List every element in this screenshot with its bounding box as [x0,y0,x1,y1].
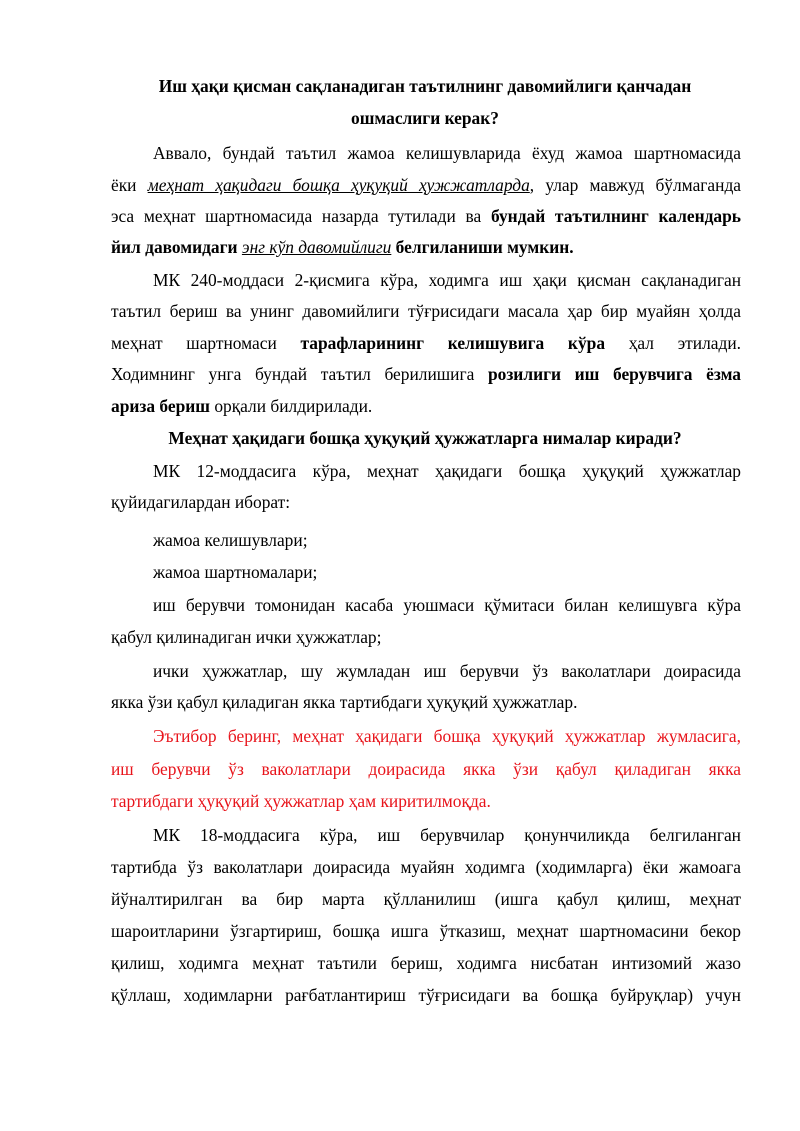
bold-text: ариза бериш [111,396,210,416]
text: эса меҳнат шартномасида назарда тутилади ва [111,206,491,226]
note-line-1: Эътибор беринг, меҳнат ҳақидаги бошқа ҳуқуқий ҳужжатлар жумласига, [153,726,741,746]
text: ёки [111,175,148,195]
bold-text: розилиги иш берувчига ёзма [487,364,741,384]
bold-text: тарафларининг келишувига кўра [300,333,606,353]
note-line-2: иш берувчи ўз ваколатлари доирасида якка ўзи қабул қиладиган якка [111,759,741,779]
paragraph-4-line-6: қўллаш, ходимларни рағбатлантириш тўғрисидаги ва бошқа буйруқлар) учун [111,985,741,1005]
text: меҳнат шартномаси [111,333,301,353]
paragraph-2-line-4 [111,364,741,385]
paragraph-2-line-1: МК 240-моддаси 2-қисмига кўра, ходимга иш ҳақи қисман сақланадиган [153,270,741,290]
paragraph-4-line-5: қилиш, ходимга меҳнат таътили бериш, ходимга нисбатан интизомий жазо [111,953,741,973]
list-item: жамоа келишувлари; [153,530,308,550]
paragraph-4-line-4: шароитларини ўзгартириш, бошқа ишга ўтказиш, меҳнат шартномасини бекор [111,921,741,941]
paragraph-2-line-5 [111,396,741,417]
heading-1-line-2: ошмаслиги керак? [351,108,499,128]
text: , улар мавжуд бўлмаганда [529,175,742,195]
bold-text: йил давомидаги [111,237,242,257]
text: орқали билдирилади. [209,396,373,416]
max-duration-link[interactable]: энг кўп давомийлиги [241,237,392,257]
paragraph-2-line-2: таътил бериш ва унинг давомийлиги тўғрисидаги масала ҳар бир муайян ҳолда [111,301,741,321]
paragraph-4-line-3: йўналтирилган ва бир марта қўлланилиш (ишга қабул қилиш, меҳнат [111,889,741,909]
paragraph-3-line-1: МК 12-моддасига кўра, меҳнат ҳақидаги бошқа ҳуқуқий ҳужжатлар [153,461,741,481]
list-item: ички ҳужжатлар, шу жумладан иш берувчи ўз ваколатлари доирасида [153,661,741,681]
note-line-3: тартибдаги ҳуқуқий ҳужжатлар ҳам киритилмоқда. [111,791,491,811]
bold-text: белгиланиши мумкин. [391,237,574,257]
paragraph-1-line-1: Аввало, бундай таътил жамоа келишувларида ёхуд жамоа шартномасида [153,143,741,163]
text: Ходимнинг унга бундай таътил берилишига [111,364,488,384]
bold-text: бундай таътилнинг календарь [490,206,741,226]
paragraph-1-line-3 [111,206,741,227]
law-documents-link[interactable]: меҳнат ҳақидаги бошқа ҳуқуқий ҳужжатларда [147,175,530,195]
section-heading-1 [110,70,740,134]
paragraph-1-line-4 [111,237,741,258]
text: ҳал этилади. [628,333,741,353]
list-item-continuation: якка ўзи қабул қиладиган якка тартибдаги ҳуқуқий ҳужжатлар. [111,692,578,712]
section-heading-2: Меҳнат ҳақидаги бошқа ҳуқуқий ҳужжатларга нималар киради? [168,428,682,448]
list-item-continuation: қабул қилинадиган ички ҳужжатлар; [111,627,382,647]
heading-1-line-1: Иш ҳақи қисман сақланадиган таътилнинг давомийлиги қанчадан [158,76,692,96]
list-item: жамоа шартномалари; [153,562,318,582]
paragraph-4-line-2: тартибда ўз ваколатлари доирасида муайян ходимга (ходимларга) ёки жамоага [111,857,741,877]
paragraph-1-line-2 [111,175,741,196]
paragraph-3-line-2: қуйидагилардан иборат: [111,492,291,512]
list-item: иш берувчи томонидан касаба уюшмаси қўмитаси билан келишувга кўра [153,595,741,615]
paragraph-2-line-3 [111,333,741,354]
paragraph-4-line-1: МК 18-моддасига кўра, иш берувчилар қонунчиликда белгиланган [153,825,741,845]
